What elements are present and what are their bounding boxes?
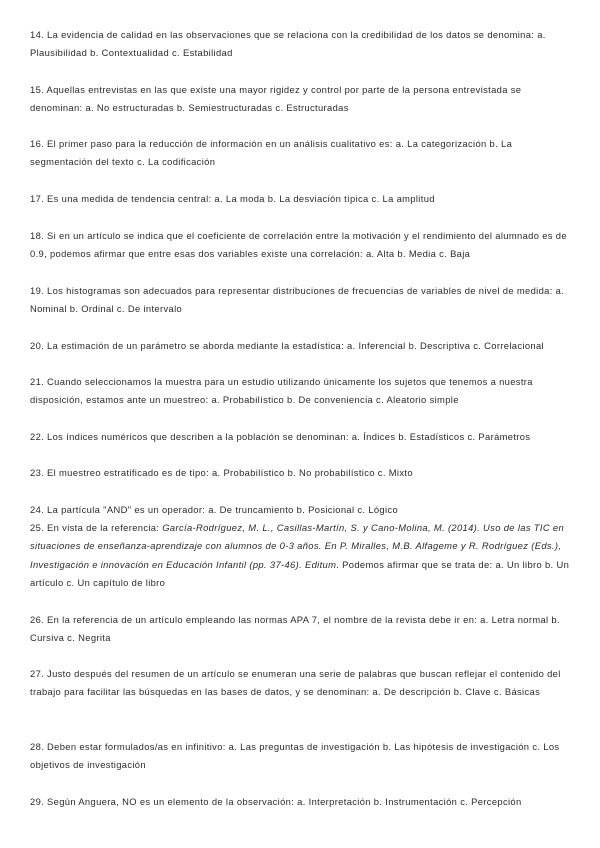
question-25 [30,519,575,592]
question-20: 20. La estimación de un parámetro se aborda mediante la estadística: a. Inferencial b. Descriptiva c. Correlacional [30,340,544,351]
question-17: 17. Es una medida de tendencia central: a. La moda b. La desviación típica c. La amplitud [30,193,435,204]
question-16: 16. El primer paso para la reducción de información en un análisis cualitativo es: a. La categorización b. La segmentación del texto c. La codificación [30,138,513,168]
question-18: 18. Si en un artículo se indica que el coeficiente de correlación entre la motivación y el rendimiento del alumnado es de 0.9, podemos afirmar que entre esas dos variables existe una correlación: a. Alta b. Media c. Baja [30,230,567,260]
question-27: 27. Justo después del resumen de un artículo se enumeran una serie de palabras que buscan reflejar el contenido del trabajo para facilitar las búsquedas en las bases de datos, y se denominan: a. De descripción b. Clave c. Básicas [30,668,561,698]
question-21: 21. Cuando seleccionamos la muestra para un estudio utilizando únicamente los sujetos que tenemos a nuestra disposición, estamos ante un muestreo: a. Probabilístico b. De conveniencia c. Aleatorio simple [30,376,533,406]
question-25-lead: 25. En vista de la referencia: [30,522,163,533]
question-15: 15. Aquellas entrevistas en las que existe una mayor rigidez y control por parte de la persona entrevistada se denominan: a. No estructuradas b. Semiestructuradas c. Estructuradas [30,84,522,114]
question-29: 29. Según Anguera, NO es un elemento de la observación: a. Interpretación b. Instrumentación c. Percepción [30,796,522,807]
question-23: 23. El muestreo estratificado es de tipo: a. Probabilístico b. No probabilístico c. Mixto [30,467,413,478]
question-28: 28. Deben estar formulados/as en infinitivo: a. Las preguntas de investigación b. Las hipótesis de investigación c. Los objetivos de investigación [30,741,560,771]
question-14: 14. La evidencia de calidad en las observaciones que se relaciona con la credibilidad de los datos se denomina: a. Plausibilidad b. Contextualidad c. Estabilidad [30,29,546,59]
question-19: 19. Los histogramas son adecuados para representar distribuciones de frecuencias de variables de nivel de medida: a. Nominal b. Ordinal c. De intervalo [30,285,565,315]
question-22: 22. Los índices numéricos que describen a la población se denominan: a. Índices b. Estadísticos c. Parámetros [30,431,531,442]
question-25-tail: . Podemos afirmar que se trata de: a. Un libro b. Un artículo c. Un capítulo de libro [30,558,570,588]
question-26: 26. En la referencia de un artículo empleando las normas APA 7, el nombre de la revista debe ir en: a. Letra normal b. Cursiva c. Negrita [30,614,560,644]
question-24: 24. La partícula "AND" es un operador: a. De truncamiento b. Posicional c. Lógico [30,504,399,515]
question-25-reference: García-Rodríguez, M. L., Casillas-Martín, S. y Cano-Molina, M. (2014). Uso de las TIC en situaciones de enseñanza-aprendizaje con alumnos de 0-3 años. En P. Miralles, M.B. Alfageme y R. Rodríguez (Eds.), Investigación e innovación en Educación Infantil (pp. 37-46). Editum [30,522,565,570]
